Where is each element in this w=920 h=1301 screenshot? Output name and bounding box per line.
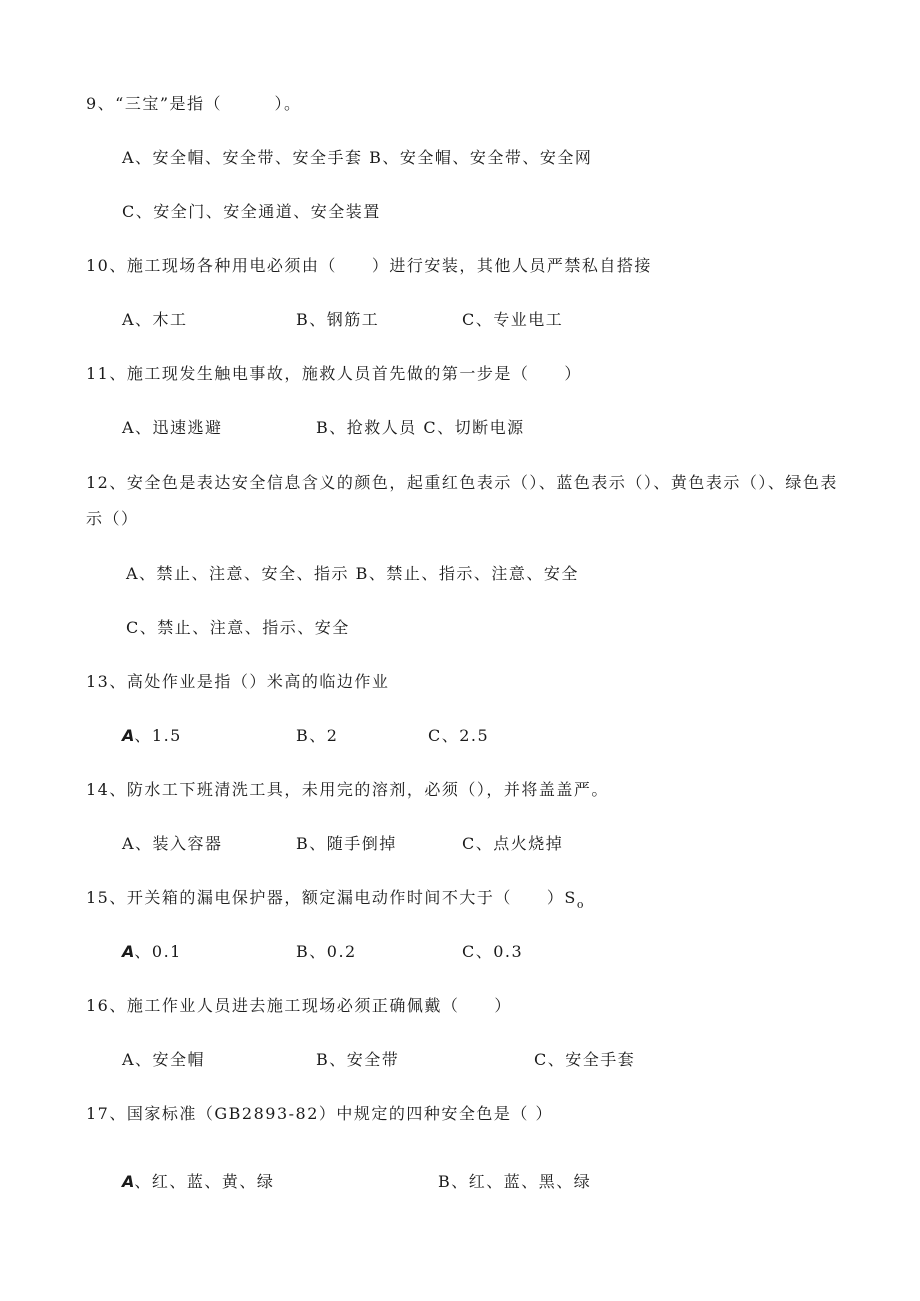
question-13-option-c: C、2.5 — [428, 726, 490, 745]
question-13-stem: 13、高处作业是指（）米高的临边作业 — [86, 672, 390, 691]
question-11-options-b-c: B、抢救人员 C、切断电源 — [316, 418, 525, 437]
question-9-options-line-2: C、安全门、安全通道、安全装置 — [122, 202, 381, 221]
question-17-option-b: B、红、蓝、黑、绿 — [438, 1172, 592, 1191]
question-12-stem: 12、安全色是表达安全信息含义的颜色，起重红色表示（）、蓝色表示（）、黄色表示（）、绿色表示（） — [86, 473, 838, 528]
question-11-stem: 11、施工现发生触电事故，施救人员首先做的第一步是（ ） — [86, 364, 582, 383]
question-16-option-c: C、安全手套 — [534, 1050, 636, 1069]
question-17-option-a — [122, 1171, 274, 1193]
question-13-option-b: B、2 — [296, 726, 339, 745]
question-14-option-c: C、点火烧掉 — [462, 834, 564, 853]
question-15-stem — [86, 887, 583, 911]
question-16-option-a: A、安全帽 — [122, 1050, 206, 1069]
question-9-options-line-1: A、安全帽、安全带、安全手套 B、安全帽、安全带、安全网 — [122, 148, 593, 167]
question-15-option-a — [122, 941, 182, 963]
option-text: 、0.1 — [134, 942, 182, 961]
question-15-stem-subscript: o — [576, 898, 584, 911]
question-16-option-b: B、安全带 — [316, 1050, 400, 1069]
question-14-option-a: A、装入容器 — [122, 834, 223, 853]
question-10-option-a: A、木工 — [122, 310, 188, 329]
question-16-stem: 16、施工作业人员进去施工现场必须正确佩戴（ ） — [86, 996, 512, 1015]
option-text: 、红、蓝、黄、绿 — [134, 1172, 275, 1191]
question-17-stem: 17、国家标准（GB2893-82）中规定的四种安全色是（ ） — [86, 1104, 553, 1123]
question-9-stem: 9、“三宝”是指（ ）。 — [86, 94, 302, 113]
question-12-options-line-1: A、禁止、注意、安全、指示 B、禁止、指示、注意、安全 — [126, 564, 579, 583]
question-10-option-c: C、专业电工 — [462, 310, 564, 329]
question-10-stem: 10、施工现场各种用电必须由（ ）进行安装，其他人员严禁私自搭接 — [86, 256, 652, 275]
question-11-option-a: A、迅速逃避 — [122, 418, 223, 437]
question-12-options-line-2: C、禁止、注意、指示、安全 — [126, 618, 350, 637]
question-14-option-b: B、随手倒掉 — [296, 834, 397, 853]
question-10-option-b: B、钢筋工 — [296, 310, 380, 329]
option-letter: A — [122, 942, 135, 961]
option-letter: A — [122, 1172, 135, 1191]
question-15-option-b: B、0.2 — [296, 942, 357, 961]
question-15-stem-text: 15、开关箱的漏电保护器，额定漏电动作时间不大于（ ）S — [86, 888, 577, 907]
question-14-stem: 14、防水工下班清洗工具，未用完的溶剂，必须（），并将盖盖严。 — [86, 780, 609, 799]
question-15-option-c: C、0.3 — [462, 942, 524, 961]
option-letter: A — [122, 726, 135, 745]
option-text: 、1.5 — [134, 726, 182, 745]
question-13-option-a — [122, 725, 182, 747]
